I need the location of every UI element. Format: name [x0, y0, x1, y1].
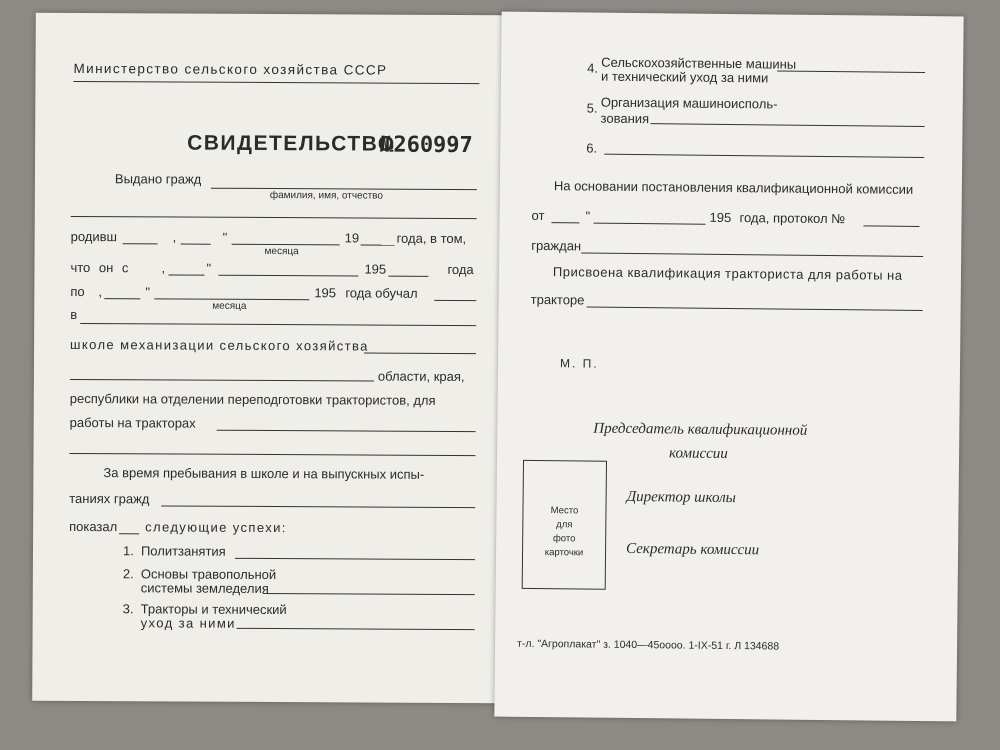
- from-month-line[interactable]: [218, 275, 358, 277]
- item-number: 2.: [122, 566, 134, 582]
- seal-place: М. П.: [559, 356, 599, 371]
- tractor-label: тракторе: [530, 291, 585, 308]
- studied-label: года обучал: [345, 285, 418, 301]
- region-line[interactable]: [70, 379, 374, 382]
- protocol-month-line[interactable]: [593, 223, 705, 225]
- photo-caption: фото: [552, 533, 576, 545]
- protocol-day-line[interactable]: [551, 222, 579, 223]
- from-day-line[interactable]: [168, 274, 204, 275]
- chairman-title-2: комиссии: [669, 445, 728, 462]
- item-label: Основы травопольной: [140, 566, 277, 583]
- comma: ,: [172, 229, 177, 245]
- quote-mark: ": [145, 284, 151, 300]
- photo-placeholder: [522, 460, 607, 590]
- tractor-line[interactable]: [587, 307, 923, 312]
- item-number: 6.: [586, 140, 598, 156]
- year-19: 19: [344, 230, 360, 246]
- year-195: 195: [314, 285, 337, 301]
- item-label-2: уход за ними: [140, 615, 236, 631]
- right-page: [494, 12, 963, 722]
- item-line[interactable]: [651, 123, 925, 127]
- that-he-label: что он с: [70, 259, 129, 276]
- protocol-label: года, протокол №: [739, 210, 846, 227]
- item-label-2: зования: [600, 110, 650, 127]
- in-label: в: [70, 306, 78, 322]
- item-line[interactable]: [263, 593, 475, 595]
- work-line-2[interactable]: [69, 453, 475, 456]
- comma: ,: [98, 284, 103, 300]
- citizen-line[interactable]: [581, 252, 923, 257]
- basis-text: На основании постановления квалификационной комиссии: [553, 178, 914, 197]
- republic-label: республики на отделении переподготовки трактористов, для: [69, 390, 436, 408]
- showed-label: показал: [69, 518, 118, 535]
- director-title: Директор школы: [626, 488, 736, 507]
- from-year-line[interactable]: [388, 276, 428, 277]
- item-number: 1.: [122, 543, 134, 559]
- assigned-text: Присвоена квалификация тракториста для работы на: [552, 264, 903, 283]
- name-line[interactable]: [71, 216, 477, 219]
- item-line[interactable]: [237, 628, 475, 630]
- citizen-label: граждан: [531, 237, 582, 254]
- item-number: 5.: [586, 100, 598, 116]
- results-label: следующие успехи:: [145, 519, 287, 536]
- to-day-line[interactable]: [104, 298, 140, 299]
- quote-mark: ": [206, 260, 212, 276]
- showed-line[interactable]: [119, 533, 139, 534]
- born-day2-line[interactable]: [181, 244, 211, 245]
- during-line[interactable]: [161, 505, 475, 508]
- item-label-2: и технический уход за ними: [600, 68, 769, 86]
- year-suffix: года, в том,: [396, 230, 467, 247]
- during-text-1: За время пребывания в школе и на выпускных испы-: [103, 465, 425, 482]
- born-day-line[interactable]: [123, 243, 158, 244]
- quote-mark: ": [585, 208, 591, 224]
- item-label: Сельскохозяйственные машины: [601, 54, 797, 72]
- month-caption: месяца: [212, 300, 247, 312]
- secretary-title: Секретарь комиссии: [626, 540, 760, 559]
- year-word: года: [447, 261, 474, 278]
- school-label: школе механизации сельского хозяйства: [70, 336, 369, 354]
- item-line[interactable]: [604, 154, 924, 158]
- issued-to-label: Выдано гражд: [114, 171, 202, 187]
- from-label: от: [531, 207, 545, 224]
- item-label: Тракторы и технический: [140, 601, 287, 618]
- fio-caption: фамилия, имя, отчество: [269, 190, 384, 202]
- certificate-title: СВИДЕТЕЛЬСТВО: [187, 131, 396, 156]
- in-line[interactable]: [80, 323, 476, 326]
- year-195: 195: [364, 261, 387, 277]
- item-line[interactable]: [235, 558, 475, 560]
- photo-caption: карточки: [544, 547, 584, 559]
- item-label: Организация машиноисполь-: [600, 94, 778, 112]
- photo-caption: для: [556, 519, 573, 531]
- ministry-header: Министерство сельского хозяйства СССР: [73, 60, 388, 78]
- item-label: Политзанятия: [140, 543, 226, 559]
- left-page: [32, 13, 506, 703]
- work-line[interactable]: [217, 430, 476, 432]
- item-number: 3.: [122, 601, 134, 617]
- year-195: 195: [709, 209, 732, 226]
- studied-line[interactable]: [434, 300, 476, 301]
- protocol-number-line[interactable]: [863, 225, 919, 227]
- chairman-title: Председатель квалификационной: [593, 420, 808, 439]
- by-label: по: [70, 283, 85, 300]
- quote-mark: ": [222, 229, 228, 245]
- month-caption: месяца: [264, 245, 299, 258]
- item-number: 4.: [587, 60, 599, 76]
- item-line[interactable]: [777, 70, 925, 73]
- comma: ,: [161, 260, 166, 276]
- born-year-line[interactable]: [361, 244, 395, 245]
- printer-imprint: т-л. "Агроплакат" з. 1040—45оооо. 1-IX-51 г. Л 134688: [517, 637, 780, 653]
- item-label-2: системы земледелия: [140, 580, 269, 597]
- work-label: работы на тракторах: [69, 414, 196, 431]
- photo-caption: Место: [550, 505, 579, 517]
- region-label: области, края,: [377, 368, 465, 385]
- born-label: родивш: [70, 228, 118, 245]
- certificate-number: №260997: [380, 132, 473, 159]
- school-line[interactable]: [364, 352, 476, 354]
- during-text-2: таниях гражд: [69, 490, 150, 507]
- header-rule: [73, 81, 479, 84]
